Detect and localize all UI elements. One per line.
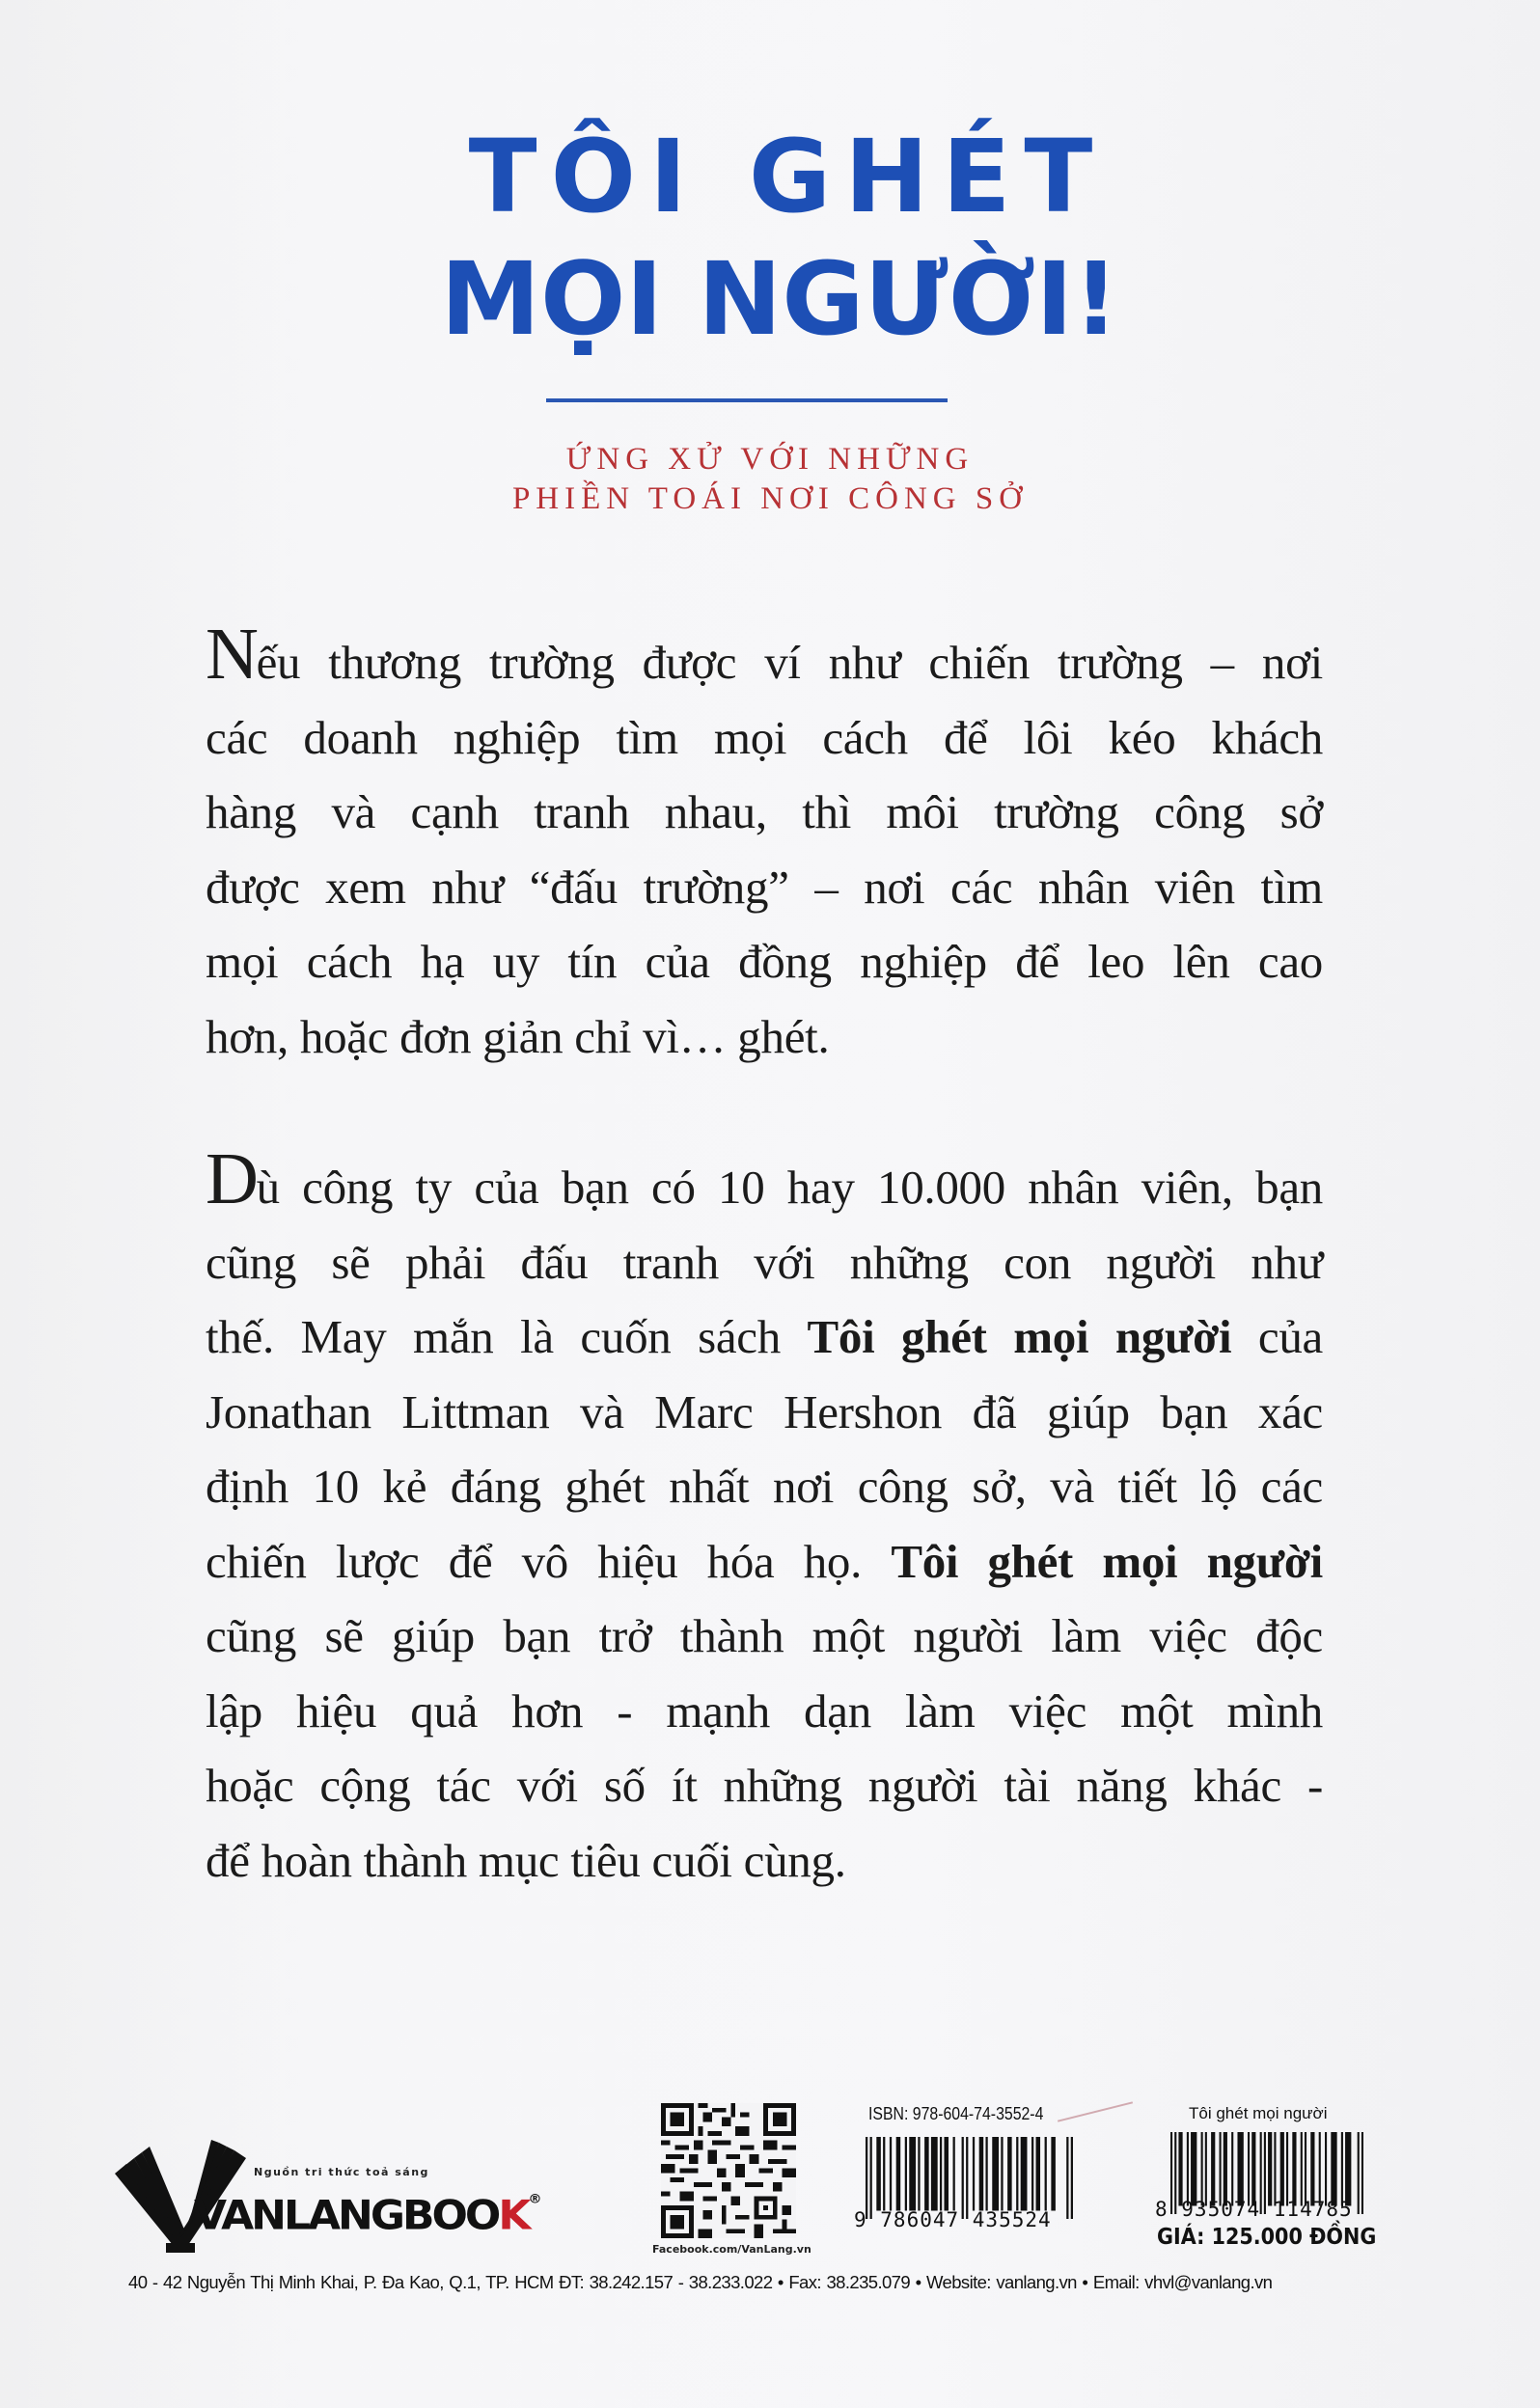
paragraph-line: các doanh nghiệp tìm mọi cách để lôi kéo khách (206, 710, 1323, 764)
qr-code-icon[interactable] (661, 2103, 796, 2238)
paragraph-line: Jonathan Littman và Marc Hershon đã giúp bạn xác (206, 1384, 1323, 1438)
paragraph-line: Nếu thương trường được ví như chiến trường – nơi (206, 614, 1323, 695)
blurb-paragraph-2 (206, 1138, 1323, 1898)
paragraph-line: thế. May mắn là cuốn sách Tôi ghét mọi người của (206, 1310, 1323, 1363)
drop-cap: D (206, 1138, 259, 1219)
paragraph-line: mọi cách hạ uy tín của đồng nghiệp để leo lên cao (206, 935, 1323, 988)
paragraph-line: Dù công ty của bạn có 10 hay 10.000 nhân viên, bạn (206, 1138, 1323, 1219)
book-title-line-2: MỌI NGƯỜI! (440, 240, 1119, 358)
paragraph-line: để hoàn thành mục tiêu cuối cùng. (206, 1833, 846, 1887)
publisher-name: VANLANGBOOK® (194, 2192, 542, 2239)
subtitle-line-2: PHIỀN TOÁI NƠI CÔNG SỞ (511, 481, 1029, 516)
isbn-label: ISBN: 978-604-74-3552-4 (868, 2104, 1044, 2123)
barcode-book-label: Tôi ghét mọi người (1189, 2104, 1328, 2122)
book-title-emphasis: Tôi ghét mọi người (891, 1534, 1323, 1588)
isbn-digits: 9 786047 435524 (854, 2208, 1052, 2231)
paragraph-line: hàng và cạnh tranh nhau, thì môi trường công sở (206, 785, 1323, 838)
book-title-emphasis: Tôi ghét mọi người (807, 1310, 1232, 1363)
paragraph-line: hơn, hoặc đơn giản chỉ vì… ghét. (206, 1009, 830, 1063)
pen-mark (1058, 2101, 1133, 2121)
book-title-line-1: TÔI GHÉT (468, 118, 1107, 235)
paragraph-line: hoặc cộng tác với số ít những người tài năng khác - (206, 1759, 1323, 1812)
subtitle-line-1: ỨNG XỬ VỚI NHỮNG (565, 442, 975, 477)
publisher-logo (113, 2166, 595, 2262)
publisher-contact-line: 40 - 42 Nguyễn Thị Minh Khai, P. Đa Kao, Q.1, TP. HCM ĐT: 38.242.157 - 38.233.022 • Fax: 38.235.079 • Website: vanlang.vn • Email: vhvl@vanlang.vn (128, 2272, 1273, 2292)
paragraph-line: định 10 kẻ đáng ghét nhất nơi công sở, và tiết lộ các (206, 1460, 1323, 1513)
title-divider (546, 398, 948, 402)
isbn-barcode-icon (866, 2137, 1073, 2219)
paragraph-line: được xem như “đấu trường” – nơi các nhân viên tìm (206, 860, 1323, 914)
ean-digits: 8 935074 114785 (1155, 2198, 1353, 2221)
paragraph-line: cũng sẽ phải đấu tranh với những con người như (206, 1235, 1323, 1289)
publisher-tagline: Nguồn tri thức toả sáng (254, 2166, 429, 2178)
paragraph-line: cũng sẽ giúp bạn trở thành một người làm việc độc (206, 1609, 1323, 1662)
blurb-paragraph-1 (206, 614, 1323, 1074)
qr-caption: Facebook.com/VanLang.vn (652, 2243, 811, 2256)
drop-cap: N (206, 614, 259, 695)
price-label: GIÁ: 125.000 ĐỒNG (1157, 2225, 1377, 2250)
paragraph-line: lập hiệu quả hơn - mạnh dạn làm việc một mình (206, 1683, 1323, 1738)
paragraph-line: chiến lược để vô hiệu hóa họ. Tôi ghét mọi người (206, 1534, 1323, 1588)
